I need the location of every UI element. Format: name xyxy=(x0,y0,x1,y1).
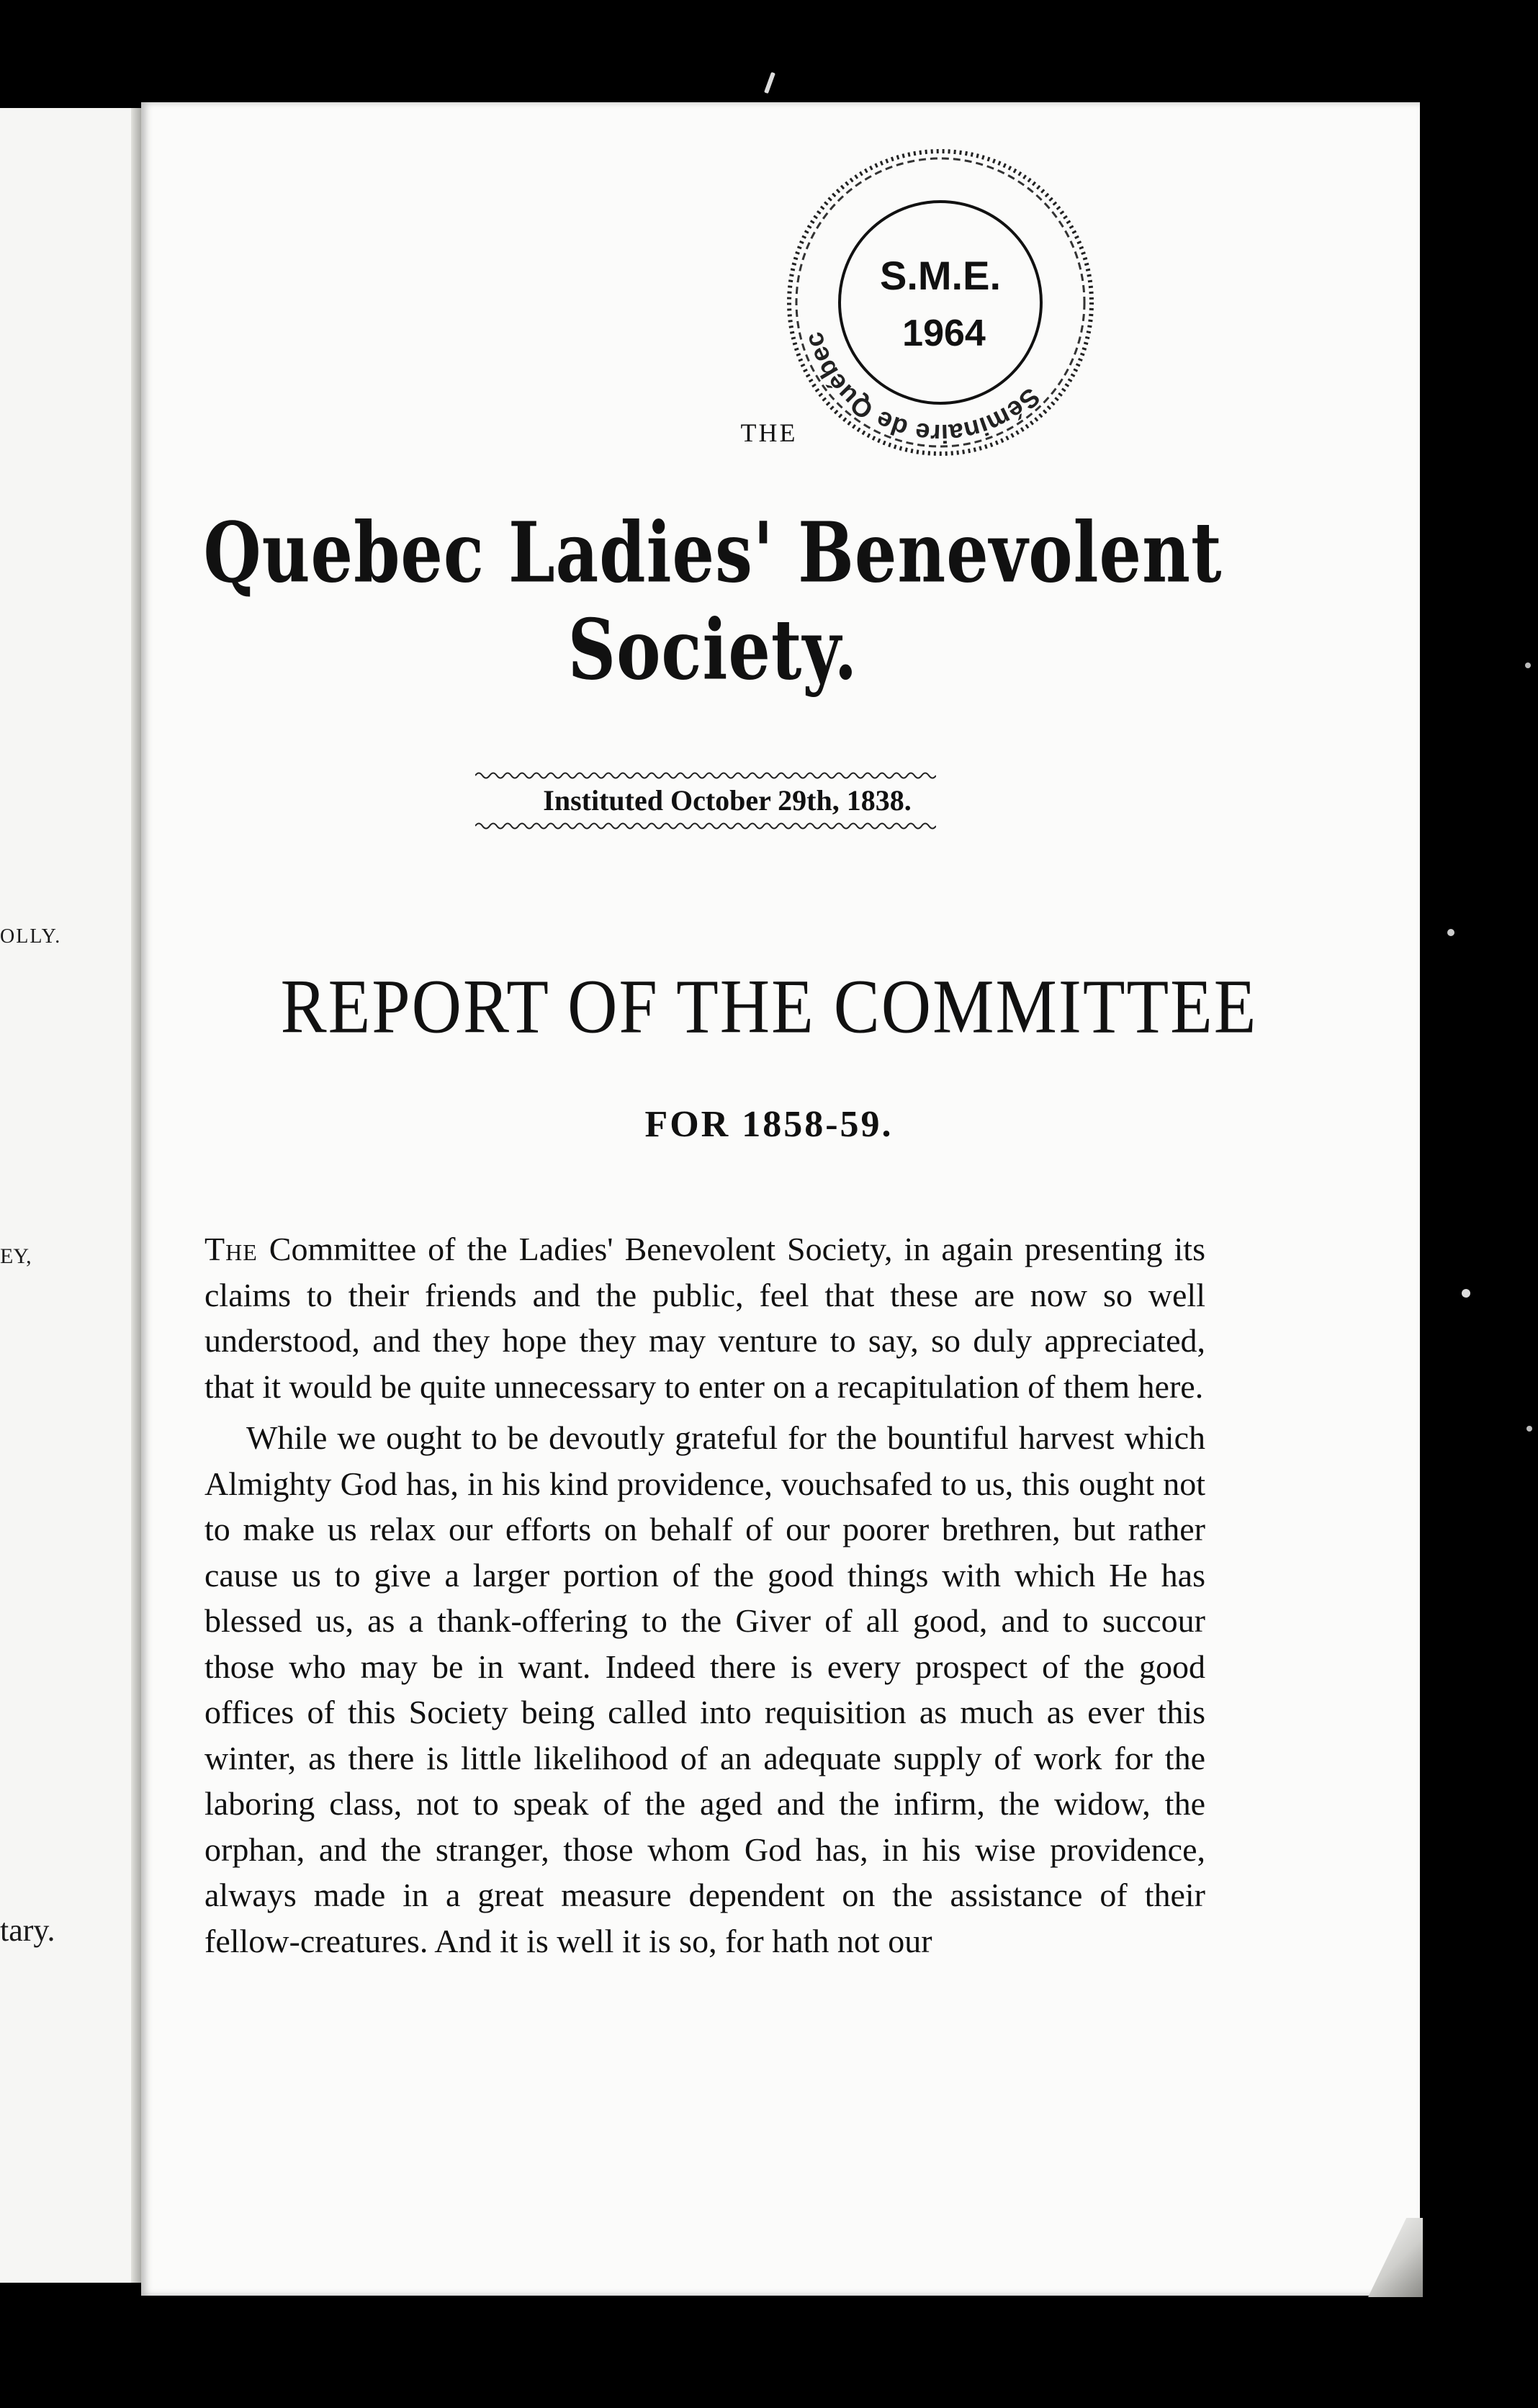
report-title: REPORT OF THE COMMITTEE xyxy=(280,963,1258,1050)
stamp-line-2: 1964 xyxy=(902,313,986,354)
left-page-snippet: EY, xyxy=(0,1244,32,1268)
speck xyxy=(1447,929,1454,936)
paragraph-1-lead: The xyxy=(204,1231,258,1267)
stamp-ring-text: Séminaire de Québec xyxy=(798,328,1046,449)
stamp-outer-ring xyxy=(789,151,1092,454)
left-page-snippet: tary. xyxy=(0,1913,55,1948)
paragraph-1-text: Committee of the Ladies' Benevolent Society, in again presenting its claims to their friends and the public, feel that these are now so well understood, and they hope they may venture to say, so duly appreciated, that it would be quite unnecessary to enter on a recapitulation of them here. xyxy=(204,1231,1205,1405)
paragraph-1 xyxy=(204,1226,1205,1409)
speck xyxy=(1526,1426,1532,1432)
report-body xyxy=(204,1226,1205,1969)
stamp-line-1: S.M.E. xyxy=(879,253,1002,298)
instituted-date: Instituted October 29th, 1838. xyxy=(543,784,912,817)
wavy-rule-bottom xyxy=(475,821,936,831)
title-article: THE xyxy=(740,418,798,447)
left-page-snippet: OLLY. xyxy=(0,925,62,948)
stamp-inner-ring xyxy=(840,202,1041,403)
paragraph-2: While we ought to be devoutly grateful for the bountiful harvest which Almighty God has, in his kind providence, vouchsafed to us, this ought not to make us relax our efforts on behalf of our poorer brethren, but rather cause us to give a larger portion of the good things with which He has blessed us, as a thank-offering to the Giver of all good, and to succour those who may be in want. Indeed there is every prospect of the good offices of this Society being called into requisition as much as ever this winter, as there is little likelihood of an adequate supply of work for the laboring class, not to speak of the aged and the infirm, the widow, the orphan, and the stranger, those whom God has, in his wise providence, always made in a great measure dependent on the assistance of their fellow-creatures. And it is well it is so, for hath not our xyxy=(204,1419,1205,1959)
society-name-heading: Quebec Ladies' Benevolent Society. xyxy=(203,504,1223,698)
report-year: FOR 1858-59. xyxy=(644,1104,894,1145)
speck xyxy=(764,72,775,94)
speck xyxy=(1525,662,1531,668)
speck xyxy=(1462,1289,1470,1298)
